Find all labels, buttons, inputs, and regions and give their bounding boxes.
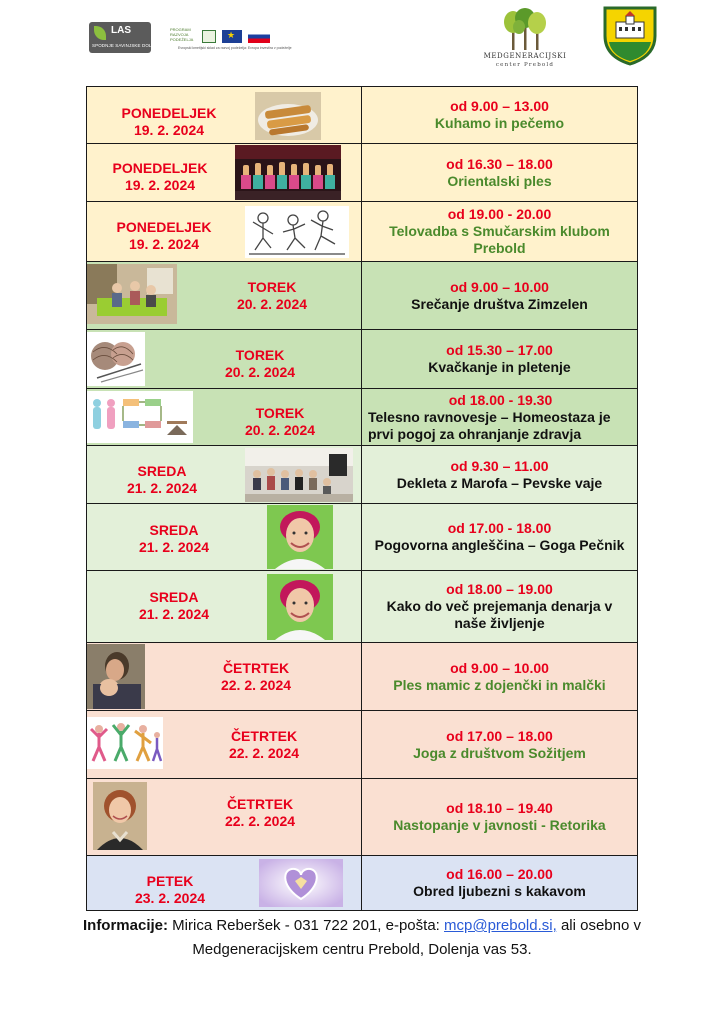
las-logo-title: LAS (111, 25, 131, 36)
activity-cell (362, 779, 637, 855)
email-link[interactable]: mcp@prebold.si, (444, 917, 557, 934)
choir-photo (245, 448, 353, 502)
day-date: 22. 2. 2024 (224, 813, 296, 829)
speaker-portrait-photo (93, 782, 147, 850)
schedule-row (87, 856, 637, 910)
activity-time: od 9.00 – 10.00 (450, 278, 549, 295)
prebold-crest-icon (603, 6, 657, 66)
day-label (205, 796, 315, 830)
day-name: PETEK (146, 873, 194, 889)
contact-info (60, 914, 664, 962)
day-label (105, 219, 223, 253)
schedule-row (87, 779, 637, 856)
day-name: SREDA (149, 589, 199, 605)
las-logo-subtitle: SPODNJE SAVINJSKE DOLINE (92, 43, 160, 48)
activity-time: od 9.30 – 11.00 (450, 457, 549, 474)
exercise-sketch (245, 206, 349, 258)
contact-label: Informacije: (82, 917, 169, 934)
center-logo (480, 8, 570, 72)
day-date: 19. 2. 2024 (128, 236, 200, 252)
activity-time: od 18.10 – 19.40 (446, 800, 553, 816)
day-date: 19. 2. 2024 (133, 122, 205, 138)
portrait-goga-photo (267, 574, 333, 640)
day-date: 20. 2. 2024 (236, 296, 308, 312)
day-cell (87, 144, 362, 201)
program-logo-caption: Evropski kmetijski sklad za razvoj podeželja: Evropa investira v podeželje (178, 46, 292, 50)
activity-title: Ples mamic z dojenčki in malčki (393, 676, 606, 693)
day-name: ČETRTEK (222, 660, 290, 676)
schedule-row (87, 643, 637, 711)
activity-title: Pogovorna angleščina – Goga Pečnik (374, 537, 625, 553)
activity-time: od 9.00 – 10.00 (450, 659, 549, 676)
day-cell (87, 643, 362, 710)
activity-cell (362, 144, 637, 201)
center-logo-subtitle: center Prebold (495, 62, 555, 68)
dancers-stage-photo (235, 145, 341, 200)
day-name: PONEDELJEK (112, 160, 208, 176)
activity-cell (362, 262, 637, 329)
pastry-photo (255, 92, 321, 140)
schedule-row (87, 330, 637, 389)
day-cell (87, 571, 362, 642)
las-logo (89, 22, 160, 53)
schedule-row (87, 446, 637, 504)
day-name: TOREK (247, 279, 297, 295)
center-logo-name: MEDGENERACIJSKI (483, 52, 567, 60)
day-cell (87, 856, 362, 910)
day-name: SREDA (149, 522, 199, 538)
activity-title: Dekleta z Marofa – Pevske vaje (396, 474, 603, 491)
activity-cell (362, 571, 637, 642)
activity-cell (362, 711, 637, 778)
activity-cell (362, 504, 637, 570)
activity-time: od 18.00 - 19.30 (448, 391, 553, 408)
rural-development-icon (202, 30, 216, 43)
program-logo-mark: PROGRAM RAZVOJA PODEŽELJA (170, 27, 194, 42)
day-cell (87, 446, 362, 503)
activity-title: Kuhamo in pečemo (434, 115, 565, 131)
activity-cell (362, 643, 637, 710)
trees-icon (480, 8, 570, 52)
activity-cell (362, 389, 637, 445)
activity-cell (362, 202, 637, 261)
activity-time: od 17.00 - 18.00 (447, 520, 552, 536)
portrait-goga-photo (267, 505, 333, 569)
activity-time: od 9.00 – 13.00 (450, 98, 549, 114)
activity-cell (362, 856, 637, 910)
day-date: 21. 2. 2024 (138, 539, 210, 555)
activity-time: od 19.00 - 20.00 (447, 206, 552, 222)
schedule-row (87, 571, 637, 643)
schedule-row (87, 504, 637, 571)
program-funding-logos (170, 27, 292, 55)
day-cell (87, 330, 362, 388)
day-label (107, 105, 231, 139)
activity-cell (362, 446, 637, 503)
schedule-row (87, 262, 637, 330)
heart-symbol (259, 859, 343, 907)
day-name: TOREK (235, 347, 285, 363)
day-date: 23. 2. 2024 (134, 890, 206, 906)
day-name: ČETRTEK (226, 796, 294, 812)
day-cell (87, 202, 362, 261)
day-cell (87, 87, 362, 143)
contact-text: Mirica Reberšek - 031 722 201, e-pošta: (168, 917, 444, 934)
day-name: SREDA (137, 463, 187, 479)
homeostasis-diagram (87, 391, 193, 443)
day-name: PONEDELJEK (121, 105, 217, 121)
day-date: 20. 2. 2024 (224, 364, 296, 380)
activity-cell (362, 87, 637, 143)
day-label (225, 405, 335, 439)
activity-title: Srečanje društva Zimzelen (411, 295, 588, 312)
activity-cell (362, 330, 637, 388)
day-cell (87, 389, 362, 445)
activity-title: Kvačkanje in pletenje (428, 359, 571, 375)
leaf-icon (94, 26, 106, 40)
activity-title: Nastopanje v javnosti - Retorika (393, 817, 606, 833)
day-name: PONEDELJEK (116, 219, 212, 235)
day-label (205, 347, 315, 381)
day-label (209, 728, 319, 762)
activity-title: Obred ljubezni s kakavom (413, 883, 586, 899)
mother-baby-photo (87, 644, 145, 709)
activity-title: Telesno ravnovesje – Homeostaza je prvi pogoj za ohranjanje zdravja (367, 408, 611, 442)
schedule-row (87, 87, 637, 144)
schedule-row (87, 202, 637, 262)
schedule-row (87, 711, 637, 779)
day-cell (87, 779, 362, 855)
contact-address: ali osebno v Medgeneracijskem centru Prebold, Dolenja vas 53. (192, 917, 642, 958)
day-name: ČETRTEK (230, 728, 298, 744)
day-cell (87, 504, 362, 570)
day-label (217, 279, 327, 313)
day-date: 20. 2. 2024 (244, 422, 316, 438)
activity-title: Kako do več prejemanja denarja v naše življenje (386, 598, 613, 631)
day-cell (87, 711, 362, 778)
day-label (115, 873, 225, 907)
day-date: 21. 2. 2024 (126, 480, 198, 496)
activity-time: od 15.30 – 17.00 (446, 342, 553, 358)
activity-title: Joga z društvom Sožitjem (413, 744, 586, 761)
day-name: TOREK (255, 405, 305, 421)
slovenia-flag-icon (248, 30, 270, 43)
activity-time: od 16.30 – 18.00 (446, 155, 553, 172)
activity-title: Orientalski ples (447, 172, 552, 189)
day-date: 22. 2. 2024 (220, 677, 292, 693)
schedule-row (87, 389, 637, 446)
day-label (201, 660, 311, 694)
day-label (101, 160, 219, 194)
yarn-photo (87, 332, 145, 386)
day-label (107, 463, 217, 497)
day-date: 22. 2. 2024 (228, 745, 300, 761)
activity-time: od 17.00 – 18.00 (446, 727, 553, 744)
seniors-meeting-photo (87, 264, 177, 324)
eu-flag-icon (222, 30, 242, 43)
day-date: 21. 2. 2024 (138, 606, 210, 622)
activity-time: od 16.00 – 20.00 (446, 866, 553, 882)
yoga-illustration (87, 717, 163, 769)
weekly-schedule (86, 86, 638, 911)
day-label (119, 589, 229, 623)
day-label (119, 522, 229, 556)
activity-title: Telovadba s Smučarskim klubom Prebold (389, 223, 610, 256)
day-date: 19. 2. 2024 (124, 177, 196, 193)
schedule-row (87, 144, 637, 202)
activity-time: od 18.00 – 19.00 (446, 581, 553, 597)
day-cell (87, 262, 362, 329)
